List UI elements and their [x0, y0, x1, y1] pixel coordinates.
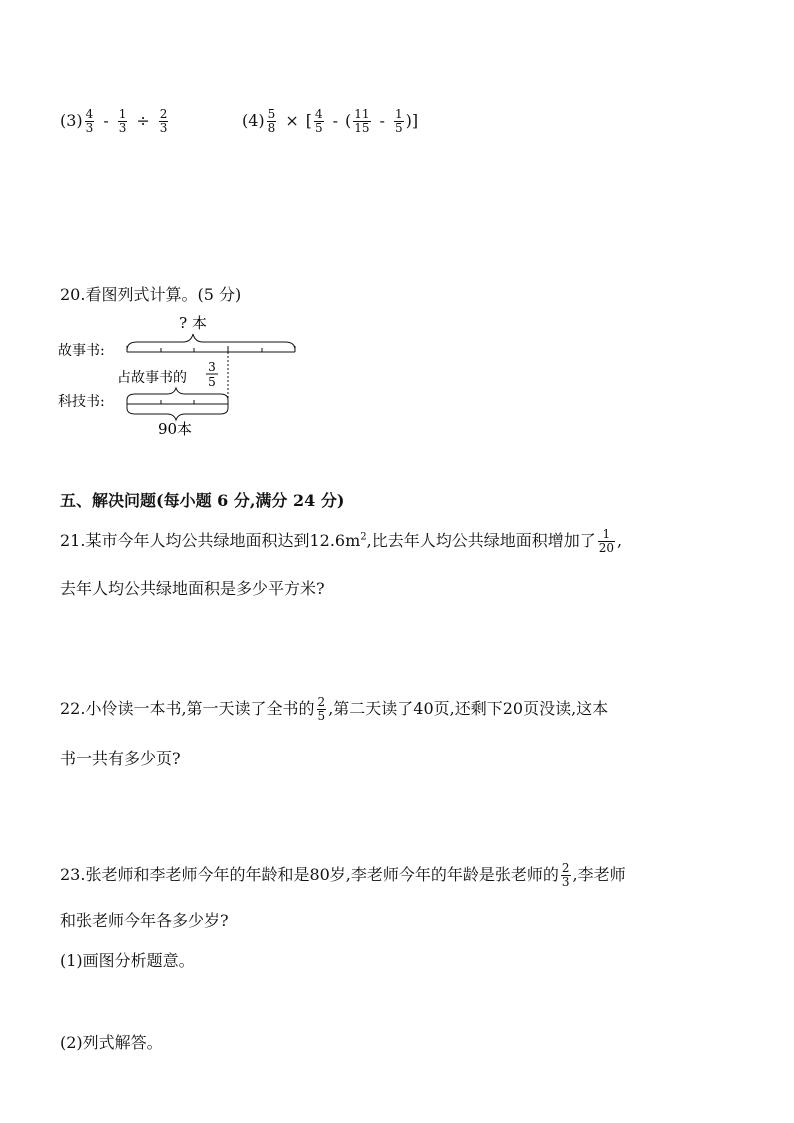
operator: ÷	[136, 111, 150, 130]
operator: -	[103, 111, 109, 130]
fraction: $\frac{1}{3}$	[118, 107, 127, 135]
fraction: $\frac{1}{20}$	[598, 527, 614, 555]
q21-text: ,比去年人均公共绿地面积增加了	[366, 531, 596, 550]
operator: ×	[285, 111, 299, 130]
q22-line1	[60, 696, 608, 723]
q22-line2: 书一共有多少页?	[60, 749, 181, 768]
ratio-prefix: 占故事书的	[117, 370, 187, 386]
q20-diagram	[55, 308, 315, 438]
q23-sub2: (2)列式解答。	[60, 1033, 163, 1052]
q19-part3	[60, 108, 170, 135]
q23-text: ,李老师	[572, 865, 626, 884]
part-label: (4)	[242, 111, 265, 130]
paren: (	[345, 111, 352, 130]
ratio-numerator: 3	[208, 360, 216, 374]
q21-line1	[60, 528, 622, 555]
operator: -	[379, 111, 385, 130]
top-brace	[127, 334, 295, 350]
q21-text: ,	[617, 531, 623, 550]
q20-title: 20.看图列式计算。(5 分)	[60, 285, 242, 304]
q23-line2: 和张老师今年各多少岁?	[60, 911, 229, 930]
fraction: $\frac{11}{15}$	[354, 107, 370, 135]
operator: -	[332, 111, 339, 130]
section-title: 五、解决问题(每小题 6 分,满分 24 分)	[60, 491, 345, 510]
q23-line1	[60, 862, 626, 889]
tech-label: 科技书:	[58, 394, 105, 410]
fraction: $\frac{5}{8}$	[267, 107, 276, 135]
area-value: $12.6m^2$	[309, 531, 367, 550]
bracket: [	[305, 111, 312, 130]
story-label: 故事书:	[58, 343, 105, 359]
part-label: (3)	[60, 111, 83, 130]
bottom-brace	[127, 408, 228, 420]
q21-line2: 去年人均公共绿地面积是多少平方米?	[60, 579, 325, 598]
question-label: ? 本	[179, 314, 207, 332]
tech-total: 90本	[157, 420, 193, 438]
fraction: $\frac{4}{5}$	[314, 107, 323, 135]
paren: )	[405, 111, 412, 130]
q23-text: 23.张老师和李老师今年的年龄和是80岁,李老师今年的年龄是张老师的	[60, 865, 559, 884]
bracket: ]	[411, 111, 419, 130]
q19-part4	[242, 108, 418, 135]
ratio-brace	[127, 388, 228, 400]
fraction: $\frac{2}{3}$	[159, 107, 168, 135]
q23-sub1: (1)画图分析题意。	[60, 951, 195, 970]
fraction: $\frac{2}{5}$	[317, 695, 326, 723]
q22-text: ,第二天读了40页,还剩下20页没读,这本	[328, 699, 609, 718]
q21-text: 21.某市今年人均公共绿地面积达到	[60, 531, 310, 550]
q22-text: 22.小伶读一本书,第一天读了全书的	[60, 699, 315, 718]
ratio-denominator: 5	[208, 375, 216, 389]
fraction: $\frac{1}{5}$	[394, 107, 403, 135]
fraction: $\frac{2}{3}$	[561, 861, 570, 889]
fraction: $\frac{4}{3}$	[85, 107, 94, 135]
